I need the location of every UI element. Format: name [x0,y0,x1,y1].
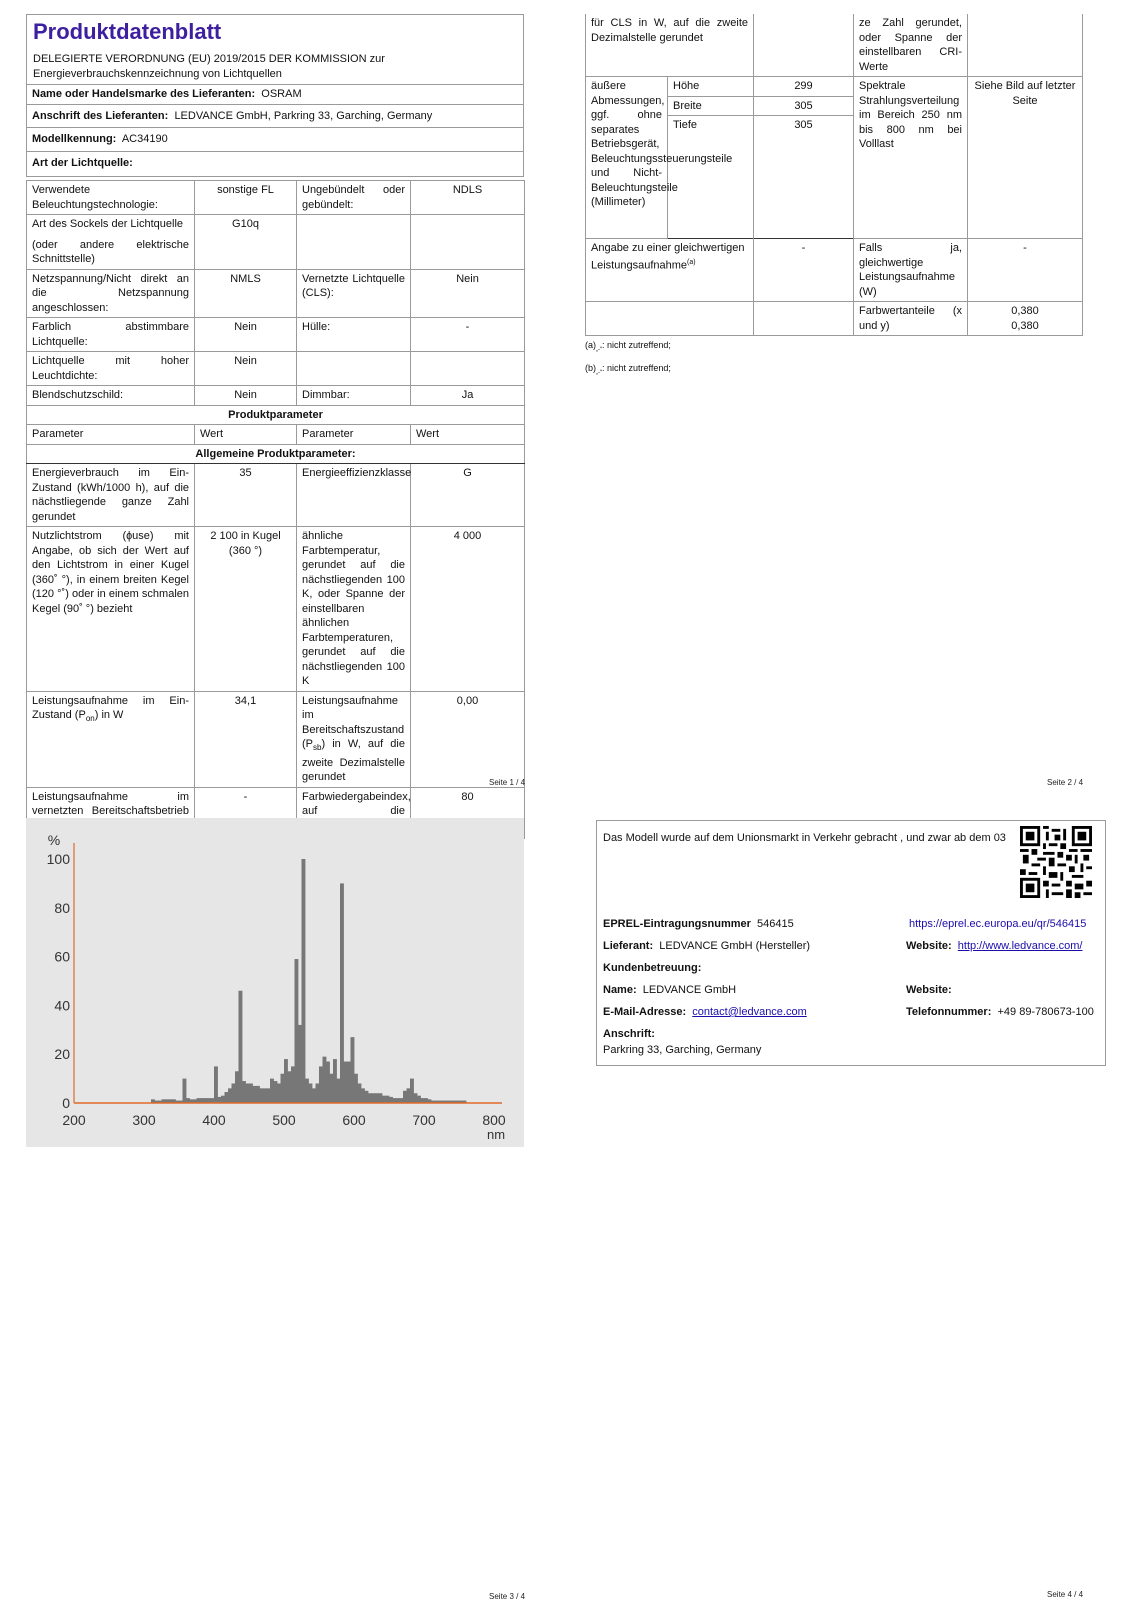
spectrum-bar [267,1088,271,1103]
row-value: Nein [195,386,297,406]
row-value [754,14,854,77]
qr-code-icon [1020,826,1092,898]
row-param [297,215,411,270]
spectrum-bar [330,1074,334,1103]
empty-cell [754,302,854,336]
row-param: Farblich abstimmbare Lichtquelle: [27,318,195,352]
service-label: Kundenbetreuung: [603,962,702,974]
row-value: G [411,464,525,527]
page-number: Seite 1 / 4 [489,778,526,787]
equiv-value: - [754,239,854,302]
x-tick-label: 600 [342,1112,366,1128]
addr-value: Parkring 33, Garching, Germany [603,1044,762,1056]
row-param: Leistungsaufnahme im Bereitschaftszustand $(P_{sb})$ in W, auf die zweite Dezimalstelle gerundet [297,691,411,787]
row-param: Blendschutzschild: [27,386,195,406]
row-value: G10q [195,215,297,270]
equiv2-value: - [968,239,1083,302]
spectrum-bar [386,1096,390,1103]
model-label: Modellkennung: [32,133,117,145]
spectrum-bar [270,1079,274,1103]
row-param: (oder andere elektrische Schnittstelle) [27,234,195,270]
spectral-label: Spektrale Strahlungsverteilung im Bereich 250 nm bis 800 nm bei Volllast [854,77,968,239]
spectrum-bar [414,1093,418,1103]
website-label: Website: [906,940,952,952]
row-param: Energieeffizienzklasse [297,464,411,527]
supplier-value: LEDVANCE GmbH (Hersteller) [659,940,811,952]
eprel-link[interactable]: https://eprel.ec.europa.eu/qr/546415 [909,918,1087,930]
spectrum-bar [333,1059,337,1103]
spectrum-bar [281,1074,285,1103]
table-row [586,14,1083,77]
spectrum-bar [368,1093,372,1103]
regulation-text: DELEGIERTE VERORDNUNG (EU) 2019/2015 DER KOMMISSION zur Energieverbrauchskennzeichnung von Lichtquellen [33,53,385,80]
row-param: Verwendete Beleuchtungstechnologie: [27,181,195,215]
page-3 [26,818,524,1147]
header-table [26,14,524,177]
x-axis-label: nm [486,1127,506,1142]
spectrum-chart [26,818,524,1147]
col-header-param: Parameter [297,425,411,445]
table-row [27,527,525,692]
row-value [411,352,525,386]
spectrum-bar [365,1091,369,1103]
row-value [411,215,525,270]
chroma-label: Farbwertanteile (x und y) [854,302,968,336]
row-param: Ungebündelt oder gebündelt: [297,181,411,215]
spectrum-bar [319,1066,323,1103]
dim-name: Tiefe [668,116,754,239]
footnote-a: $(a)_{„-“}$: nicht zutreffend; [585,340,671,353]
row-param: Vernetzte Lichtquelle (CLS): [297,269,411,318]
col-header-value: Wert [411,425,525,445]
spectrum-bar [410,1079,414,1103]
spectrum-bar [183,1079,187,1103]
row-value: 34,1 [195,691,297,787]
table-row [586,239,1083,302]
spectrum-bar [221,1096,225,1103]
dim-value: 299 [754,77,854,97]
x-tick-label: 700 [412,1112,436,1128]
model-value: AC34190 [121,133,168,145]
row-value [968,14,1083,77]
address-label: Anschrift des Lieferanten: [32,109,169,122]
row-param: ze Zahl gerundet, oder Spanne der einstellbaren CRI-Werte [854,14,968,77]
table-header-row [27,425,525,445]
email-link[interactable]: contact@ledvance.com [692,1006,807,1018]
spectrum-bar [361,1088,365,1103]
row-param: Dimmbar: [297,386,411,406]
eprel-label: EPREL-Eintragungsnummer [603,918,751,930]
phone-value: +49 89-780673-100 [997,1006,1094,1018]
brand-label: Name oder Handelsmarke des Lieferanten: [32,88,256,100]
row-value: 80 [411,787,525,839]
row-param: Farbwiedergabeindex, auf die [297,787,411,839]
chroma-values: 0,380 0,380 [968,302,1083,336]
table-row [27,269,525,318]
table-row [27,352,525,386]
spectrum-bar [298,1025,302,1103]
page-number: Seite 2 / 4 [1047,778,1084,787]
spectrum-bar [225,1092,229,1103]
spectrum-bar [382,1096,386,1103]
x-tick-label: 400 [202,1112,226,1128]
spectrum-bar [232,1083,236,1103]
y-tick-label: 40 [54,997,70,1014]
col-header-value: Wert [195,425,297,445]
spectrum-bar [323,1057,327,1103]
equiv-label: Angabe zu einer gleichwertigen Leistungsaufnahme$^{(a)}$ [586,239,754,302]
spec-table [26,180,525,839]
row-value: sonstige FL [195,181,297,215]
eprel-row [603,917,1098,931]
row-value: - [411,318,525,352]
spectrum-bar [242,1081,246,1103]
table-row [27,318,525,352]
row-value: 0,00 [411,691,525,787]
table-row [586,77,1083,97]
y-axis-label: % [47,832,61,848]
spectrum-bar [256,1086,260,1103]
spectrum-bar [305,1079,309,1103]
spectrum-bar [228,1088,232,1103]
row-param: Hülle: [297,318,411,352]
row-value: 4 000 [411,527,525,692]
row-value: 2 100 in Kugel (360 °) [195,527,297,692]
spectrum-bar [214,1066,218,1103]
spectrum-bar [417,1096,421,1103]
spectrum-bar [340,883,344,1103]
spectrum-bar [288,1071,292,1103]
name-value: LEDVANCE GmbH [642,984,737,996]
dim-name: Breite [668,96,754,116]
table-row [27,464,525,527]
row-param: Energieverbrauch im Ein-Zustand (kWh/1000 h), auf die nächstliegende ganze Zahl gerundet [27,464,195,527]
row-value: Ja [411,386,525,406]
row-value: NDLS [411,181,525,215]
x-tick-label: 500 [272,1112,296,1128]
spectrum-bar [291,1066,295,1103]
row-value: Nein [411,269,525,318]
email-row [603,1005,1098,1019]
spectrum-bar [274,1081,278,1103]
x-tick-label: 800 [482,1112,506,1128]
section-product-params: Produktparameter [27,405,525,425]
row-param: Leistungsaufnahme im vernetzten Bereitschaftsbetrieb [27,787,195,839]
spectrum-bar [309,1083,313,1103]
y-tick-label: 0 [62,1095,70,1111]
col-header-param: Parameter [27,425,195,445]
spectrum-bar [354,1074,358,1103]
spectrum-bar [295,959,299,1103]
row-value: Nein [195,318,297,352]
spectrum-bar [337,1079,341,1103]
row-value: 35 [195,464,297,527]
page-number: Seite 3 / 4 [489,1592,526,1601]
brand-value: OSRAM [261,88,302,100]
spectrum-bar [372,1093,376,1103]
table-row [27,691,525,787]
row-param: Netzspannung/Nicht direkt an die Netzspannung angeschlossen: [27,269,195,318]
section-general: Allgemeine Produktparameter: [27,444,525,464]
y-tick-label: 60 [54,948,70,965]
table-row [586,302,1083,336]
name-label: Name: [603,984,637,996]
spectrum-bar [239,991,243,1103]
spectrum-bar [316,1083,320,1103]
market-text: Das Modell wurde auf dem Unionsmarkt in Verkehr gebracht , und zwar ab dem 03 [603,832,1006,844]
y-tick-label: 20 [54,1046,70,1063]
dim-name: Höhe [668,77,754,97]
spectrum-bar [344,1062,348,1103]
spectrum-bar [302,859,306,1103]
row-value: NMLS [195,269,297,318]
supplier-label: Lieferant: [603,940,654,952]
table-row [27,181,525,215]
spectrum-bar [246,1083,250,1103]
y-tick-label: 80 [54,899,70,916]
spectrum-bar [235,1071,239,1103]
table-row [27,215,525,234]
spectrum-bar [351,1037,355,1103]
footnote-b: $(b)_{„-“}$: nicht zutreffend; [585,362,671,376]
empty-cell [586,302,754,336]
dim-value: 305 [754,116,854,239]
website2-label: Website: [906,984,952,996]
spectrum-bar [260,1088,264,1103]
page-1 [26,14,524,839]
spectrum-bar [249,1083,253,1103]
page-title: Produktdatenblatt [33,19,222,44]
row-param: für CLS in W, auf die zweite Dezimalstelle gerundet [586,14,754,77]
address-value: LEDVANCE GmbH, Parkring 33, Garching, Germany [174,109,433,122]
spectrum-bar [326,1062,330,1103]
dim-value: 305 [754,96,854,116]
spectrum-bar [253,1086,257,1103]
row-param: Art des Sockels der Lichtquelle [27,215,195,234]
spectrum-bar [375,1093,379,1103]
row-param: Lichtquelle mit hoher Leuchtdichte: [27,352,195,386]
supplier-row [603,939,1098,953]
page-4 [596,820,1106,1066]
row-param: Nutzlichtstrom (ɸuse) mit Angabe, ob sich der Wert auf den Lichtstrom in einer Kugel (360˚ °), in einem breiten Kegel (120 °˚) oder in einem schmalen Kegel (90˚ °) bezieht [27,527,195,692]
addr-label: Anschrift: [603,1028,655,1040]
x-tick-label: 300 [132,1112,156,1128]
eprel-value: 546415 [757,918,794,930]
spectrum-bar [218,1097,222,1103]
spectrum-bar [379,1093,383,1103]
spectrum-bar [277,1083,281,1103]
row-param: ähnliche Farbtemperatur, gerundet auf die nächstliegenden 100 K, oder Spanne der einstellbaren ähnlichen Farbtemperaturen, gerundet auf die nächstliegenden 100 K [297,527,411,692]
x-tick-label: 200 [62,1112,86,1128]
spectrum-bar [284,1059,288,1103]
row-value: - [195,787,297,839]
spectrum-bar [403,1091,407,1103]
spectrum-bar [407,1088,411,1103]
table-row [27,386,525,406]
spectrum-bar [389,1097,393,1103]
equiv2-label: Falls ja, gleichwertige Leistungsaufnahme (W) [854,239,968,302]
website-link[interactable]: http://www.ledvance.com/ [957,940,1083,952]
spectrum-bar [263,1088,267,1103]
name-row [603,983,1098,997]
spectrum-bar [358,1083,362,1103]
page-number: Seite 4 / 4 [1047,1590,1084,1599]
page-2 [585,14,1082,382]
dimensions-label: äußere Abmessungen, ggf. ohne separates Betriebsgerät, Beleuchtungssteuerungsteile und Nicht-Beleuchtungsteile (Millimeter) [586,77,668,239]
email-label: E-Mail-Adresse: [603,1006,687,1018]
row-param [297,352,411,386]
y-tick-label: 100 [46,851,70,867]
type-label: Art der Lichtquelle: [32,156,133,169]
row-value: Nein [195,352,297,386]
spectral-value: Siehe Bild auf letzter Seite [968,77,1083,239]
phone-label: Telefonnummer: [906,1006,992,1018]
row-param: Leistungsaufnahme im Ein-Zustand $(P_{on})$ in W [27,691,195,787]
spectrum-bar [347,1062,351,1103]
spec-table-continued [585,14,1083,336]
spectrum-bar [312,1088,316,1103]
